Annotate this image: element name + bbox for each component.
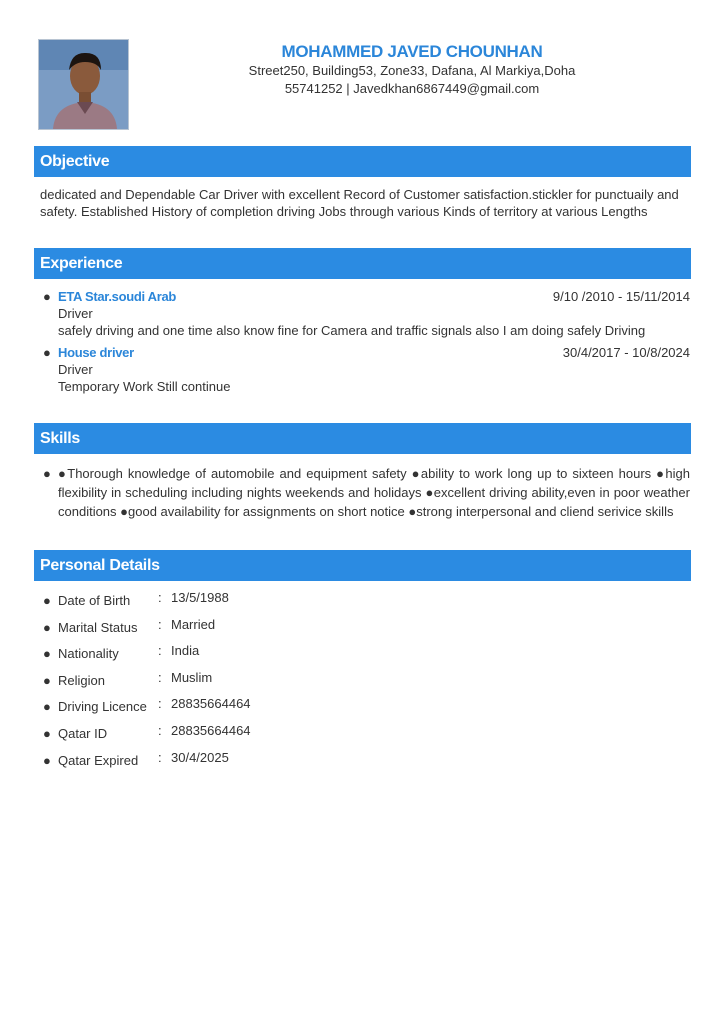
detail-value: 30/4/2025 bbox=[171, 749, 229, 765]
detail-row bbox=[40, 670, 690, 697]
resume-header bbox=[140, 42, 684, 98]
detail-separator: : bbox=[158, 616, 162, 632]
employment-dates: 9/10 /2010 - 15/11/2014 bbox=[552, 289, 690, 304]
company-name: ETA Star.soudi Arab bbox=[58, 289, 177, 304]
job-role: Driver bbox=[58, 362, 93, 377]
detail-label: Driving Licence bbox=[58, 699, 147, 715]
bullet: ● bbox=[43, 593, 51, 608]
detail-separator: : bbox=[158, 590, 162, 605]
detail-row bbox=[40, 590, 690, 617]
bullet: ● bbox=[43, 672, 51, 688]
detail-value: Muslim bbox=[171, 669, 213, 685]
detail-label: Religion bbox=[58, 672, 105, 688]
detail-row bbox=[40, 723, 690, 750]
contact-line: 55741252 | Javedkhan6867449@gmail.com bbox=[284, 81, 540, 96]
employment-dates: 30/4/2017 - 10/8/2024 bbox=[562, 345, 690, 360]
bullet: ● bbox=[43, 725, 51, 741]
detail-label: Qatar ID bbox=[58, 725, 108, 741]
detail-separator: : bbox=[158, 749, 162, 765]
experience-heading: Experience bbox=[34, 248, 691, 279]
detail-row bbox=[40, 696, 690, 723]
detail-value: 28835664464 bbox=[171, 722, 251, 738]
skills-item bbox=[40, 464, 690, 521]
candidate-name: MOHAMMED JAVED CHOUNHAN bbox=[281, 42, 543, 61]
detail-value: Married bbox=[171, 616, 216, 632]
address-line: Street250, Building53, Zone33, Dafana, Al Markiya,Doha bbox=[248, 63, 576, 78]
detail-separator: : bbox=[158, 669, 162, 685]
detail-value: India bbox=[171, 643, 200, 659]
personal-details-heading: Personal Details bbox=[34, 550, 691, 581]
detail-row bbox=[40, 617, 690, 644]
detail-separator: : bbox=[158, 696, 162, 712]
detail-label: Date of Birth bbox=[58, 593, 131, 608]
experience-item bbox=[40, 344, 690, 395]
detail-separator: : bbox=[158, 643, 162, 659]
bullet: ● bbox=[43, 699, 51, 715]
skills-text: ●Thorough knowledge of automobile and equipment safety ●ability to work long up to sixteen hours ●high flexibility in scheduling including nights weekends and holidays ●excellent driving ability,even in poor weather conditions ●good availability for assignments on short notice ●strong interpersonal and cliend serivice skills bbox=[58, 466, 690, 519]
experience-item bbox=[40, 288, 690, 339]
detail-row bbox=[40, 750, 690, 777]
experience-list bbox=[40, 288, 690, 395]
job-role: Driver bbox=[58, 306, 93, 321]
personal-details-list bbox=[40, 590, 690, 776]
bullet: ● bbox=[43, 646, 51, 662]
detail-value: 28835664464 bbox=[171, 696, 251, 712]
job-description: safely driving and one time also know fine for Camera and traffic signals also I am doing safely Driving bbox=[58, 323, 646, 338]
objective-text: dedicated and Dependable Car Driver with excellent Record of Customer satisfaction.stickler for punctuaily and safety. Established History of completion driving Jobs through various Kinds of territory at various Lengths bbox=[40, 187, 679, 219]
detail-value: 13/5/1988 bbox=[171, 590, 229, 605]
bullet: ● bbox=[43, 752, 51, 768]
objective-heading: Objective bbox=[34, 146, 691, 177]
detail-separator: : bbox=[158, 722, 162, 738]
job-description: Temporary Work Still continue bbox=[58, 379, 231, 394]
bullet: ● bbox=[43, 289, 51, 304]
profile-photo bbox=[38, 39, 129, 130]
detail-label: Nationality bbox=[58, 646, 119, 662]
bullet: ● bbox=[43, 345, 51, 360]
skills-list bbox=[40, 464, 690, 521]
bullet: ● bbox=[43, 619, 51, 635]
detail-label: Marital Status bbox=[58, 619, 138, 635]
skills-heading: Skills bbox=[34, 423, 691, 454]
detail-row bbox=[40, 643, 690, 670]
detail-label: Qatar Expired bbox=[58, 752, 139, 768]
company-name: House driver bbox=[58, 345, 134, 360]
bullet: ● bbox=[43, 466, 51, 481]
